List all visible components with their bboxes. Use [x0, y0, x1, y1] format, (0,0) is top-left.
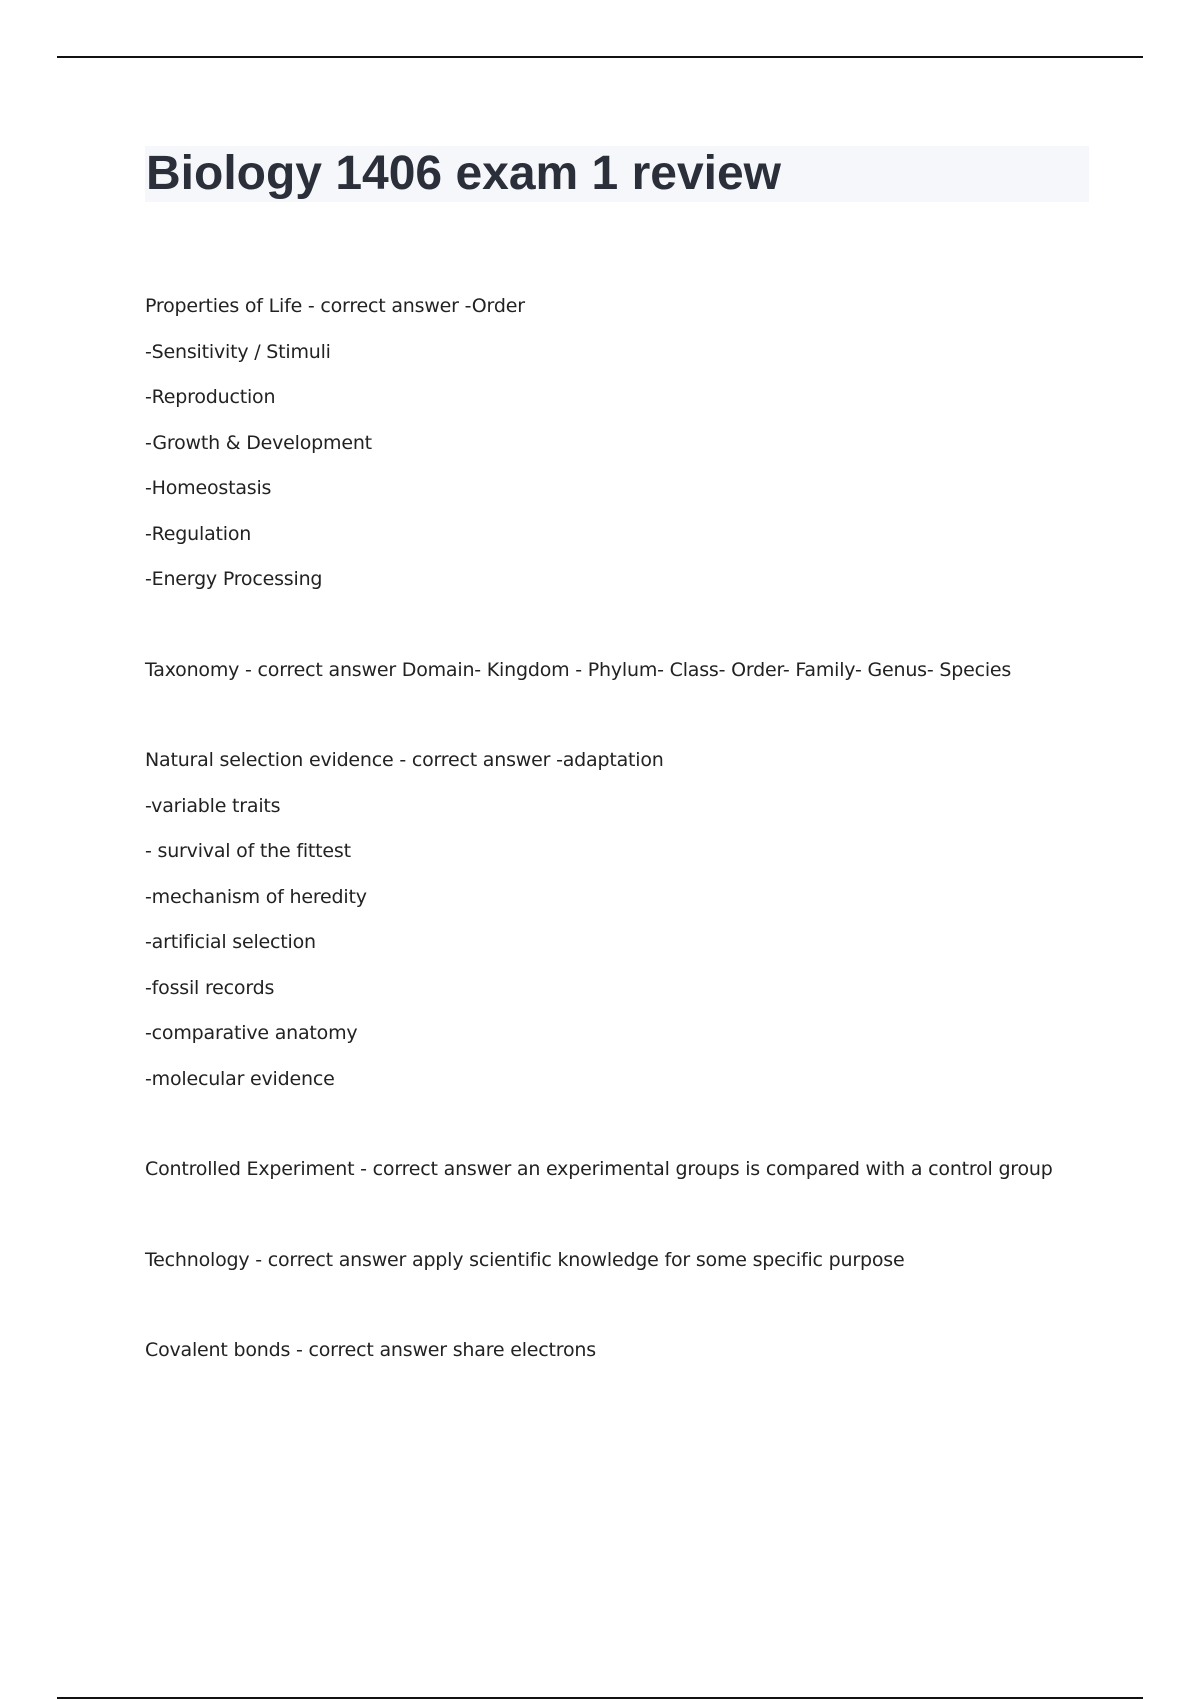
- qa-item-taxonomy: [145, 652, 1105, 698]
- text-line: -artificial selection: [145, 931, 316, 953]
- text-line: - survival of the fittest: [145, 840, 351, 862]
- qa-item-covalent-bonds: [145, 1332, 1105, 1378]
- text-line: -comparative anatomy: [145, 1022, 358, 1044]
- text-line: -Energy Processing: [145, 568, 323, 590]
- text-line: -Sensitivity / Stimuli: [145, 340, 331, 363]
- text-line: -molecular evidence: [145, 1067, 335, 1090]
- text-line: Natural selection evidence - correct answer -adaptation: [145, 749, 664, 771]
- text-line: Properties of Life - correct answer -Order: [145, 295, 525, 317]
- text-line: -variable traits: [145, 794, 281, 817]
- text-line: Covalent bonds - correct answer share electrons: [145, 1339, 596, 1361]
- text-line: -Regulation: [145, 522, 252, 545]
- text-line: Controlled Experiment - correct answer an experimental groups is compared with a control group: [145, 1158, 1053, 1180]
- bottom-rule: [57, 1697, 1143, 1699]
- qa-item-properties-of-life: [145, 288, 1105, 607]
- qa-item-natural-selection: [145, 742, 1105, 1106]
- text-line: -fossil records: [145, 976, 275, 999]
- text-line: Technology - correct answer apply scientific knowledge for some specific purpose: [145, 1248, 905, 1271]
- text-line: -Homeostasis: [145, 477, 272, 499]
- text-line: Taxonomy - correct answer Domain- Kingdom - Phylum- Class- Order- Family- Genus- Species: [145, 658, 1012, 681]
- text-line: -mechanism of heredity: [145, 885, 367, 908]
- qa-item-controlled-experiment: [145, 1151, 1105, 1197]
- text-line: -Growth & Development: [145, 431, 372, 454]
- page-title: Biology 1406 exam 1 review: [146, 147, 782, 200]
- top-rule: [57, 56, 1143, 58]
- document-body: [145, 288, 1105, 1378]
- text-line: -Reproduction: [145, 386, 276, 408]
- qa-item-technology: [145, 1242, 1105, 1288]
